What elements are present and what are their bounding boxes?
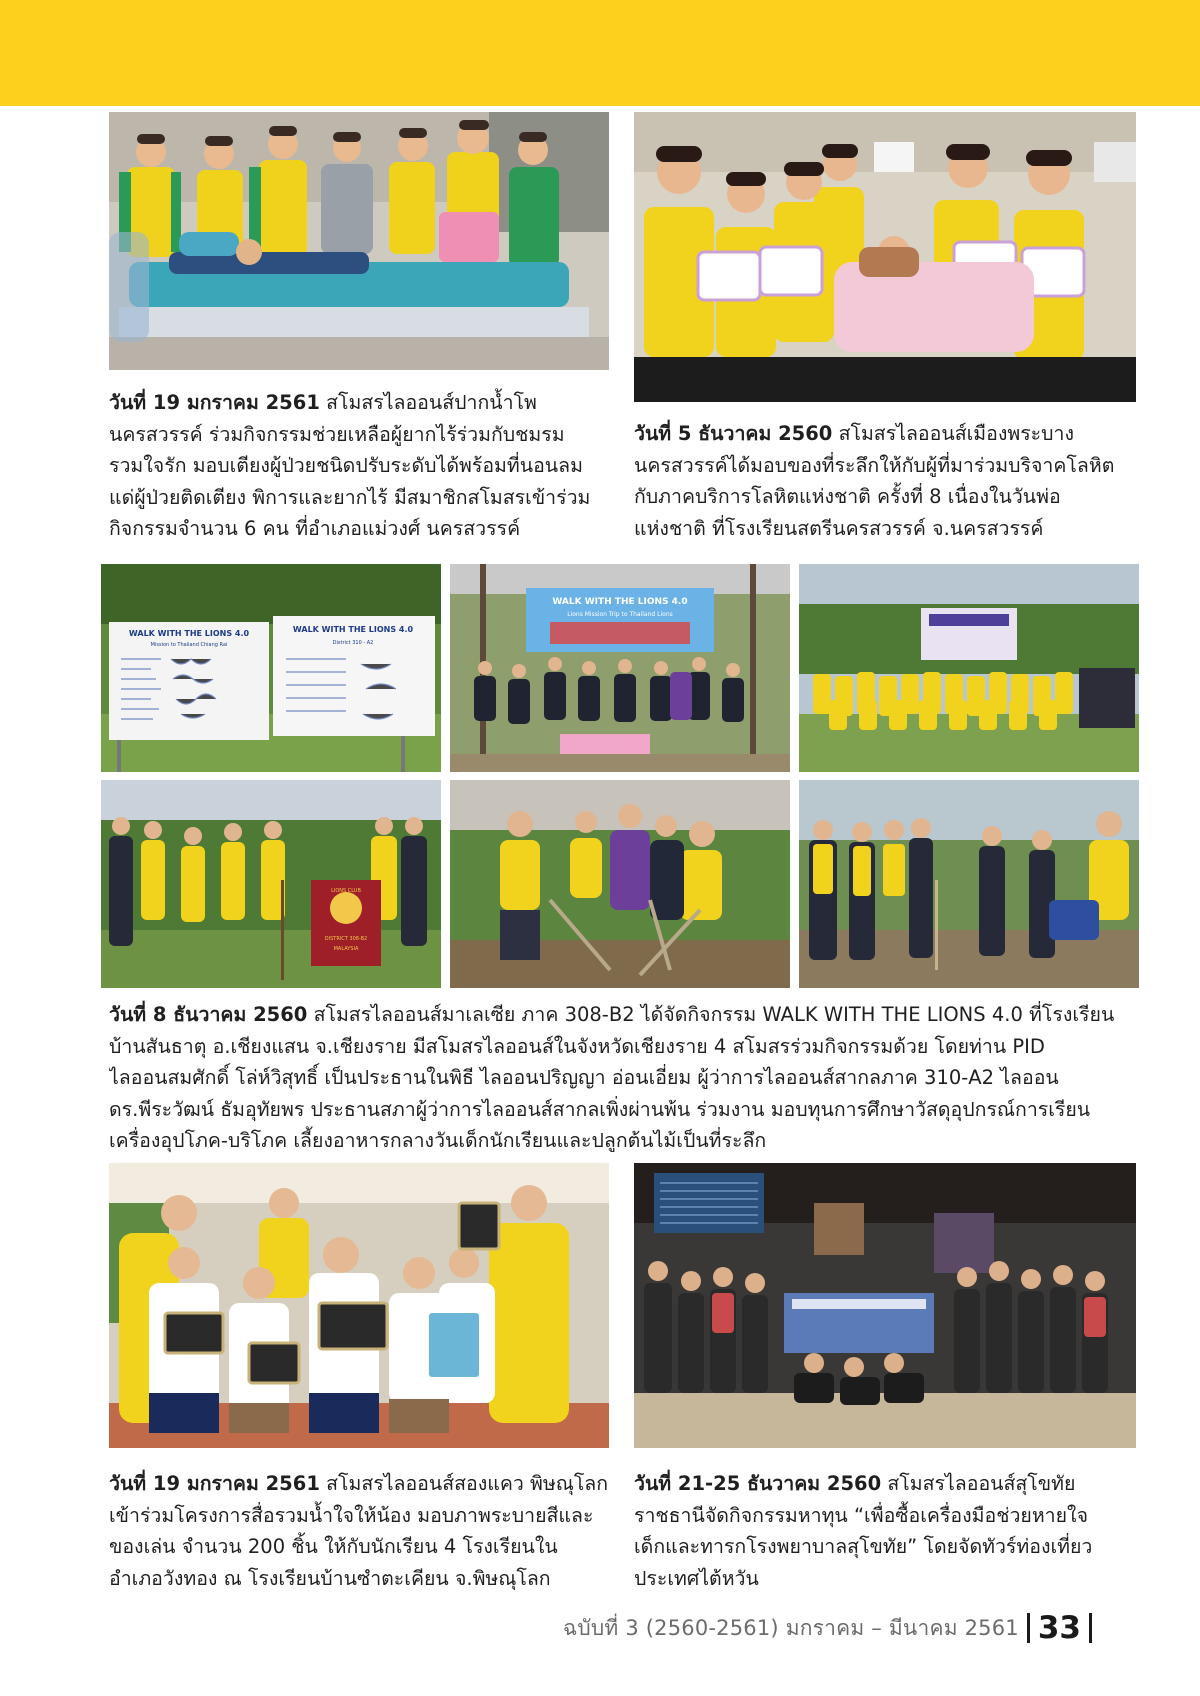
page-footer	[560, 1604, 1100, 1652]
page-number: 33	[1037, 1610, 1081, 1646]
board-subtitle: Mission to Thailand Chiang Rai	[150, 642, 228, 648]
caption-taiwan-tour: วันที่ 21-25 ธันวาคม 2560 สโมสรไลออนส์สุโขทัย ราชธานีจัดกิจกรรมหาทุน “เพื่อซื้อเครื่องมือช่วยหายใจ เด็กและทารกโรงพยาบาลสุโขทัย” โดยจัดทัวร์ท่องเที่ยว ประเทศไต้หวัน	[634, 1472, 1093, 1590]
flag-text: DISTRICT 308-B2	[324, 936, 368, 942]
photo-students-gifts	[109, 1163, 609, 1448]
caption-date: วันที่ 5 ธันวาคม 2560	[634, 422, 833, 445]
caption-blood-donation: วันที่ 5 ธันวาคม 2560 สโมสรไลออนส์เมืองพระบาง นครสวรรค์ได้มอบของที่ระลึกให้กับผู้ที่มาร่วมบริจาคโลหิต กับภาคบริการโลหิตแห่งชาติ ครั้งที่ 8 เนื่องในวันพ่อ แห่งชาติ ที่โรงเรียนสตรีนครสวรรค์ จ.นครสวรรค์	[634, 422, 1115, 540]
footer-divider	[1089, 1613, 1092, 1643]
board-title: WALK WITH THE LIONS 4.0	[128, 629, 250, 638]
flag-text: LIONS CLUB	[331, 888, 361, 894]
issue-label: ฉบับที่ 3 (2560-2561) มกราคม – มีนาคม 2561	[562, 1615, 1019, 1640]
caption-bed-donation: วันที่ 19 มกราคม 2561 สโมสรไลออนส์ปากน้ำโพ นครสวรรค์ ร่วมกิจกรรมช่วยเหลือผู้ยากไร้ร่วมกับชมรม รวมใจรัก มอบเตียงผู้ป่วยชนิดปรับระดับได้พร้อมที่นอนลม แด่ผู้ป่วยติดเตียง พิการและยากไร้ มีสมาชิกสโมสรเข้าร่วม กิจกรรมจำนวน 6 คน ที่อำเภอแม่วงศ์ นครสวรรค์	[109, 391, 591, 540]
top-yellow-band	[0, 0, 1200, 106]
caption-walk-with-lions: วันที่ 8 ธันวาคม 2560 สโมสรไลออนส์มาเลเซีย ภาค 308-B2 ได้จัดกิจกรรม WALK WITH THE LIONS 4.0 ที่โรงเรียน บ้านสันธาตุ อ.เชียงแสน จ.เชียงราย มีสโมสรไลออนส์ในจังหวัดเชียงราย 4 สโมสรร่วมกิจกรรมด้วย โดยท่าน PID ไลออนสมศักดิ์ โล่ห์วิสุทธิ์ เป็นประธานในพิธี ไลออนปริญญา อ่อนเอี่ยม ผู้ว่าการไลออนส์สากลภาค 310-A2 ไลออน ดร.พีระวัฒน์ ธัมอุทัยพร ประธานสภาผู้ว่าการไลออนส์สากลเพิ่งผ่านพ้น ร่วมงาน มอบทุนการศึกษาวัสดุอุปกรณ์การเรียน เครื่องอุปโภค-บริโภค เลี้ยงอาหารกลางวันเด็กนักเรียนและปลูกต้นไม้เป็นที่ระลึก	[109, 1003, 1115, 1152]
photo-walk-banner	[450, 564, 790, 772]
board-subtitle: District 310 - A2	[332, 640, 374, 646]
photo-blood-donation	[634, 112, 1136, 402]
footer-divider	[1027, 1613, 1030, 1643]
photo-taiwan-tour	[634, 1163, 1136, 1448]
caption-date: วันที่ 8 ธันวาคม 2560	[109, 1003, 308, 1026]
board-title: WALK WITH THE LIONS 4.0	[292, 625, 414, 634]
caption-date: วันที่ 19 มกราคม 2561	[109, 391, 320, 414]
photo-walk-group	[799, 564, 1139, 772]
photo-tree-planting-flag	[101, 780, 441, 988]
flag-text: MALAYSIA	[333, 946, 359, 952]
banner-title: WALK WITH THE LIONS 4.0	[552, 597, 688, 607]
caption-date: วันที่ 19 มกราคม 2561	[109, 1472, 320, 1495]
photo-tree-planting-shovels	[450, 780, 790, 988]
caption-students-gifts: วันที่ 19 มกราคม 2561 สโมสรไลออนส์สองแคว พิษณุโลก เข้าร่วมโครงการสื่อรวมน้ำใจให้น้อง มอบภาพระบายสีและ ของเล่น จำนวน 200 ชิ้น ให้กับนักเรียน 4 โรงเรียนใน อำเภอวังทอง ณ โรงเรียนบ้านซำตะเคียน จ.พิษณุโลก	[109, 1472, 609, 1590]
photo-bed-donation	[109, 112, 609, 370]
caption-date: วันที่ 21-25 ธันวาคม 2560	[634, 1472, 882, 1495]
banner-subtitle: Lions Mission Trip to Thailand Lions	[567, 611, 673, 618]
photo-walk-boards	[101, 564, 441, 772]
photo-tree-planting-group	[799, 780, 1139, 988]
